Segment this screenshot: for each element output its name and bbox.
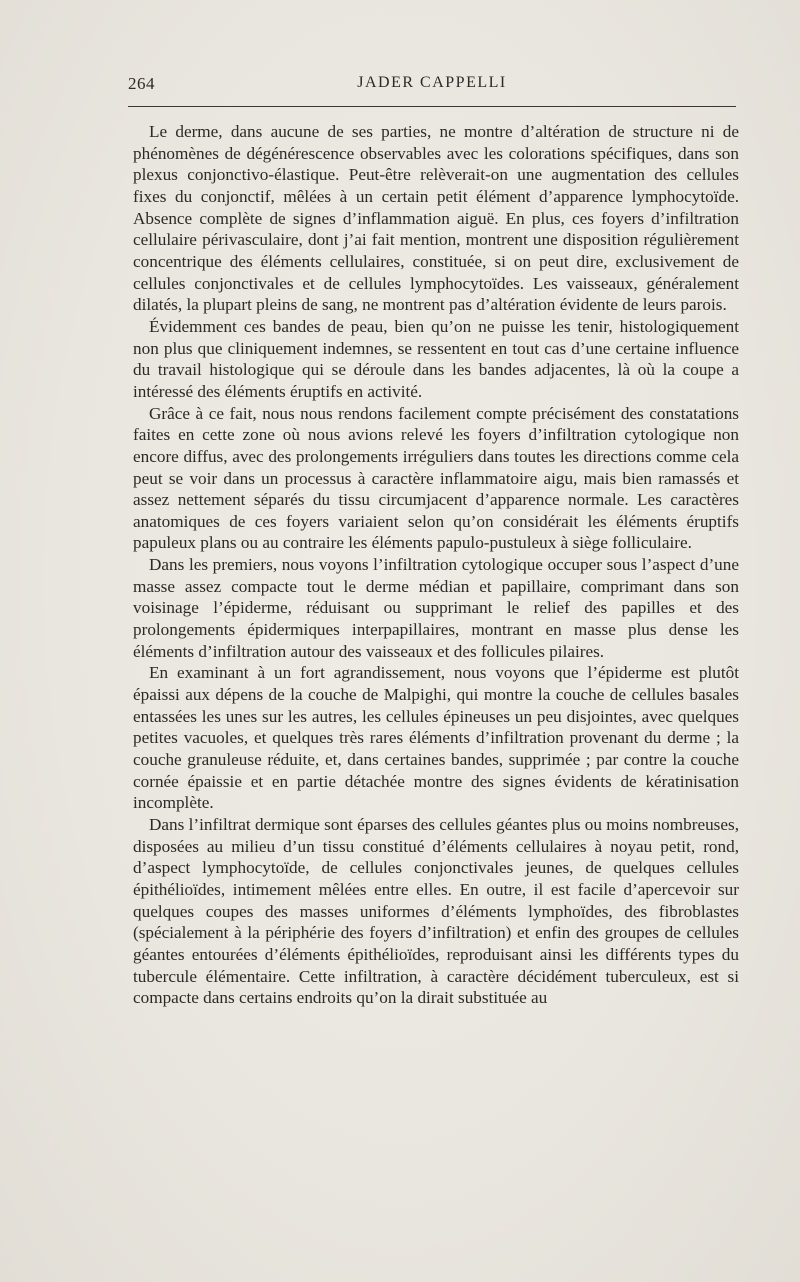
paragraph-3: Grâce à ce fait, nous nous rendons facilement compte précisément des constatations faites en cette zone où nous avions relevé les foyers d’infiltration cytologique non encore diffus, avec des prolongements irréguliers dans toutes les directions comme cela peut se voir dans un processus à caractère inflammatoire aigu, mais bien ramassés et assez nettement séparés du tissu circumjacent d’apparence normale. Les caractères anatomiques de ces foyers variaient selon qu’on considérait les éléments éruptifs papuleux plans ou au contraire les éléments papulo-pustuleux à siège folliculaire. <box>133 403 739 553</box>
running-head <box>128 74 736 96</box>
page-number: 264 <box>128 74 155 93</box>
paragraph-5: En examinant à un fort agrandissement, nous voyons que l’épiderme est plutôt épaissi aux dépens de la couche de Malpighi, qui montre la couche de cellules basales entassées les unes sur les autres, les cellules épineuses un peu disjointes, avec quelques petites vacuoles, et quelques très rares éléments d’infiltration provenant du derme ; la couche granuleuse réduite, et, dans certaines bandes, supprimée ; par contre la couche cornée épaissie et en partie détachée montre des signes évidents de kératinisation incomplète. <box>133 663 739 813</box>
paragraph-2: Évidemment ces bandes de peau, bien qu’on ne puisse les tenir, histologiquement non plus que cliniquement indemnes, se ressentent en tout cas d’une certaine influence du travail histologique qui se déroule dans les bandes adjacentes, là où la coupe a intéressé des éléments éruptifs en activité. <box>133 316 739 401</box>
running-title: JADER CAPPELLI <box>357 74 507 91</box>
header-rule <box>128 106 736 107</box>
paragraph-1: Le derme, dans aucune de ses parties, ne montre d’altération de structure ni de phénomènes de dégénérescence observables avec les colorations spécifiques, dans son plexus conjonctivo-élastique. Peut-être relèverait-on une augmentation des cellules fixes du conjonctif, mêlées à un certain petit élément d’apparence lymphocytoïde. Absence complète de signes d’inflammation aiguë. En plus, ces foyers d’infiltration cellulaire périvasculaire, dont j’ai fait mention, montrent une disposition régulièrement concentrique des éléments cellulaires, constituée, si on peut dire, exclusivement de cellules conjonctivales et de cellules lymphocytoïdes. Les vaisseaux, généralement dilatés, la plupart pleins de sang, ne montrent pas d’altération évidente de leurs parois. <box>133 122 739 315</box>
paragraph-6: Dans l’infiltrat dermique sont éparses des cellules géantes plus ou moins nombreuses, disposées au milieu d’un tissu constitué d’éléments cellulaires à noyau petit, rond, d’aspect lymphocytoïde, de cellules conjonctivales jeunes, de quelques cellules épithélioïdes, intimement mêlées entre elles. En outre, il est facile d’apercevoir sur quelques coupes des masses uniformes d’éléments lymphoïdes, des fibroblastes (spécialement à la périphérie des foyers d’infiltration) et enfin des groupes de cellules géantes entourées d’éléments épithélioïdes, reproduisant ainsi les différents types du tubercule élémentaire. Cette infiltration, à caractère décidément tuberculeux, est si compacte dans certains endroits qu’on la dirait substituée au <box>133 815 739 1008</box>
body-text <box>133 121 739 1009</box>
paragraph-4: Dans les premiers, nous voyons l’infiltration cytologique occuper sous l’aspect d’une masse assez compacte tout le derme médian et papillaire, comprimant dans son voisinage l’épiderme, réduisant ou supprimant le relief des papilles et des prolongements épidermiques interpapillaires, montrant en masse plus dense les éléments d’infiltration autour des vaisseaux et des follicules pilaires. <box>133 555 739 661</box>
